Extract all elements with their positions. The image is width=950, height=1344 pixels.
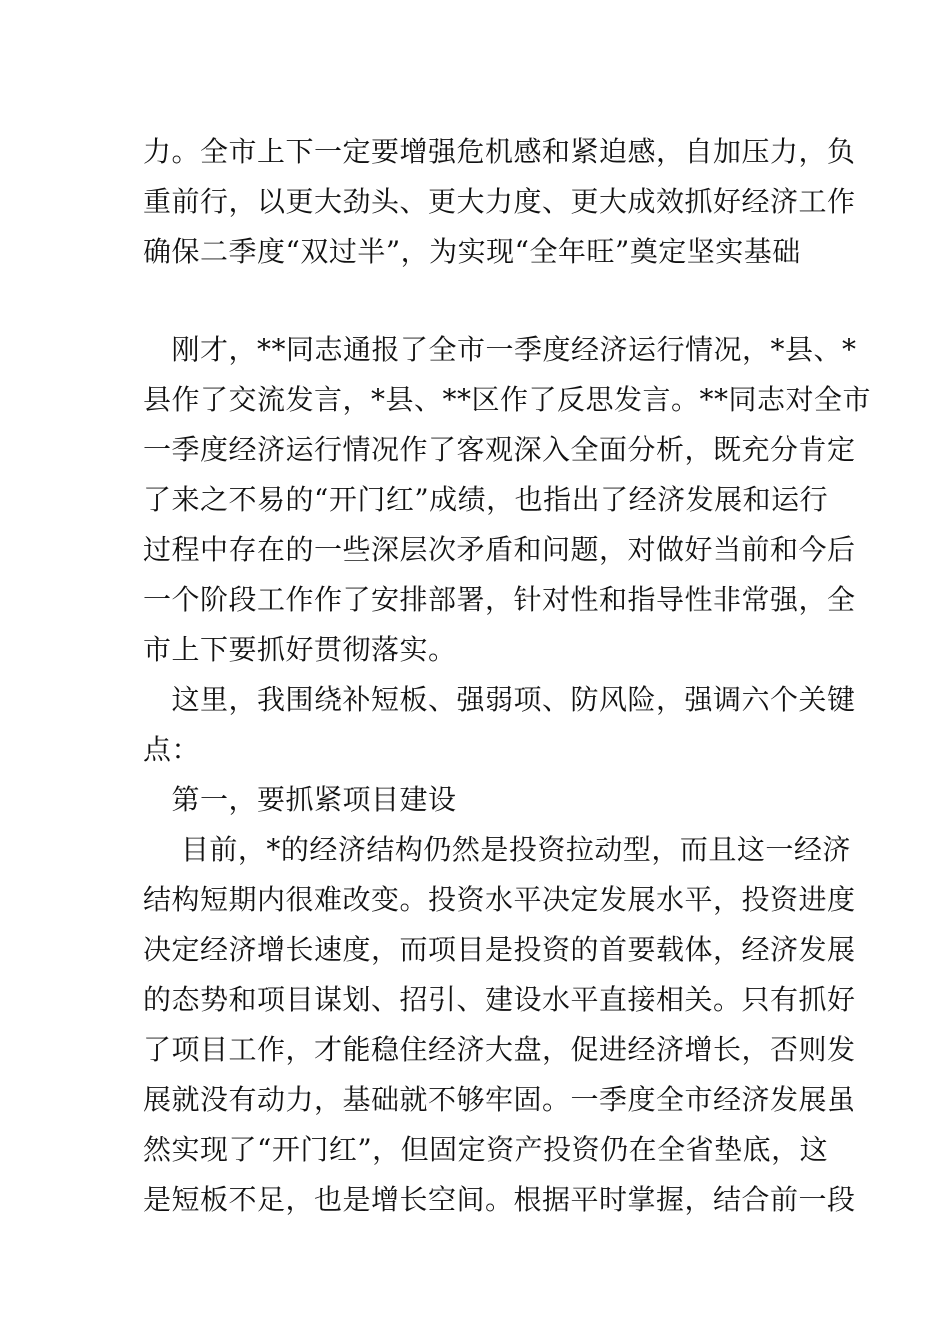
text-line: 过程中存在的一些深层次矛盾和问题，对做好当前和今后 [143,533,856,566]
text-line: 的态势和项目谋划、招引、建设水平直接相关。只有抓好 [143,983,856,1016]
text-line: 展就没有动力，基础就不够牢固。一季度全市经济发展虽 [143,1083,856,1116]
paragraph-intro [143,127,856,277]
paragraph-opening [143,325,872,1225]
text-line: 点： [143,733,201,766]
text-line: 市上下要抓好贯彻落实。 [143,633,457,666]
text-line: 了来之不易的“开门红”成绩，也指出了经济发展和运行 [143,483,829,516]
text-line: 一季度经济运行情况作了客观深入全面分析，既充分肯定 [143,433,856,466]
text-line: 力。全市上下一定要增强危机感和紧迫感，自加压力，负 [143,135,856,168]
text-line: 县作了交流发言，*县、**区作了反思发言。**同志对全市 [143,383,872,416]
text-line: 决定经济增长速度，而项目是投资的首要载体，经济发展 [143,933,856,966]
text-line: 一个阶段工作作了安排部署，针对性和指导性非常强，全 [143,583,856,616]
section-heading: 第一，要抓紧项目建设 [143,783,457,816]
text-line: 是短板不足，也是增长空间。根据平时掌握，结合前一段 [143,1183,856,1216]
text-line: 然实现了“开门红”，但固定资产投资仍在全省垫底，这 [143,1133,829,1166]
text-line: 了项目工作，才能稳住经济大盘，促进经济增长，否则发 [143,1033,856,1066]
text-line: 这里，我围绕补短板、强弱项、防风险，强调六个关键 [143,683,856,716]
text-line: 目前，*的经济结构仍然是投资拉动型，而且这一经济 [143,833,851,866]
text-line: 确保二季度“双过半”，为实现“全年旺”奠定坚实基础 [143,235,801,268]
text-line: 刚才，**同志通报了全市一季度经济运行情况，*县、* [143,333,857,366]
text-line: 重前行，以更大劲头、更大力度、更大成效抓好经济工作 [143,185,856,218]
text-line: 结构短期内很难改变。投资水平决定发展水平，投资进度 [143,883,856,916]
